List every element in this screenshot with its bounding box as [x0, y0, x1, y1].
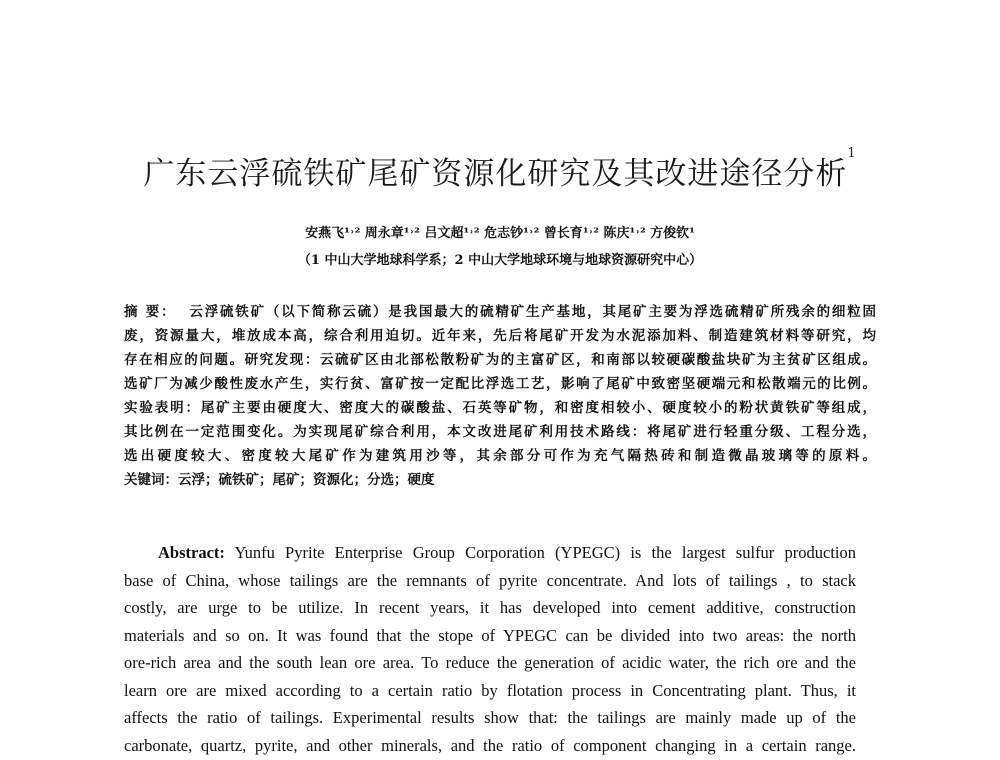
abstract-line: 选出硬度较大、密度较大尾矿作为建筑用沙等，其余部分可作为充气隔热砖和制造微晶玻璃等的原料。	[124, 448, 876, 464]
abstract-line: carbonate, quartz, pyrite, and other minerals, and the ratio of component changing in a certain range.	[124, 735, 856, 755]
abstract-line	[124, 539, 856, 567]
abstract-line: costly, are urge to be utilize. In recent years, it has developed into cement additive, construction	[124, 598, 856, 617]
affiliation: （1 中山大学地球科学系；2 中山大学地球环境与地球资源研究中心）	[297, 253, 703, 268]
abstract-line: 废，资源量大，堆放成本高，综合利用迫切。近年来，先后将尾矿开发为水泥添加料、制造建筑材料等研究，均	[124, 328, 876, 344]
abstract-line: 选矿厂为减少酸性废水产生，实行贫、富矿按一定配比浮选工艺，影响了尾矿中致密坚硬端元和松散端元的比例。	[124, 376, 876, 392]
abstract-line: base of China, whose tailings are the remnants of pyrite concentrate. And lots of tailings , to stack	[124, 570, 856, 590]
abstract-line: 存在相应的问题。研究发现：云硫矿区由北部松散粉矿为的主富矿区，和南部以较硬碳酸盐块矿为主贫矿区组成。	[124, 352, 876, 368]
abstract-text: 云浮硫铁矿（以下简称云硫）是我国最大的硫精矿生产基地，其尾矿主要为浮选硫精矿所残余的细粒固	[189, 304, 876, 320]
abstract-line: affects the ratio of tailings. Experimental results show that: the tailings are mainly made up of the	[124, 708, 856, 727]
author-list: 安燕飞¹˒² 周永章¹˒² 吕文超¹˒² 危志钞¹˒² 曾长育¹˒² 陈庆¹˒² 方俊钦¹	[305, 226, 695, 241]
keywords-line	[124, 468, 876, 492]
abstract-label: Abstract:	[158, 543, 225, 562]
keywords-label: 关键词：	[124, 472, 178, 488]
abstract-line: materials and so on. It was found that the stope of YPEGC can be divided into two areas: the north	[124, 625, 856, 645]
abstract-line: 其比例在一定范围变化。为实现尾矿综合利用，本文改进尾矿利用技术路线：将尾矿进行轻重分级、工程分选，	[124, 424, 876, 440]
abstract-line: learn ore are mixed according to a certain ratio by flotation process in Concentrating plant. Thus, it	[124, 680, 856, 700]
title-footnote: 1	[847, 146, 857, 161]
abstract-line	[124, 300, 876, 324]
english-abstract	[124, 539, 856, 759]
abstract-label: 摘 要：	[124, 304, 177, 320]
abstract-text: Yunfu Pyrite Enterprise Group Corporation (YPEGC) is the largest sulfur production	[234, 543, 857, 562]
chinese-abstract	[124, 300, 876, 492]
title-text: 广东云浮硫铁矿尾矿资源化研究及其改进途径分析	[143, 156, 848, 192]
keywords: 云浮；硫铁矿；尾矿；资源化；分选；硬度	[178, 472, 435, 488]
paper-title	[0, 148, 1000, 193]
abstract-line: 实验表明：尾矿主要由硬度大、密度大的碳酸盐、石英等矿物，和密度相较小、硬度较小的粉状黄铁矿等组成，	[124, 400, 876, 416]
abstract-line: ore-rich area and the south lean ore area. To reduce the generation of acidic water, the rich ore and the	[124, 653, 856, 672]
